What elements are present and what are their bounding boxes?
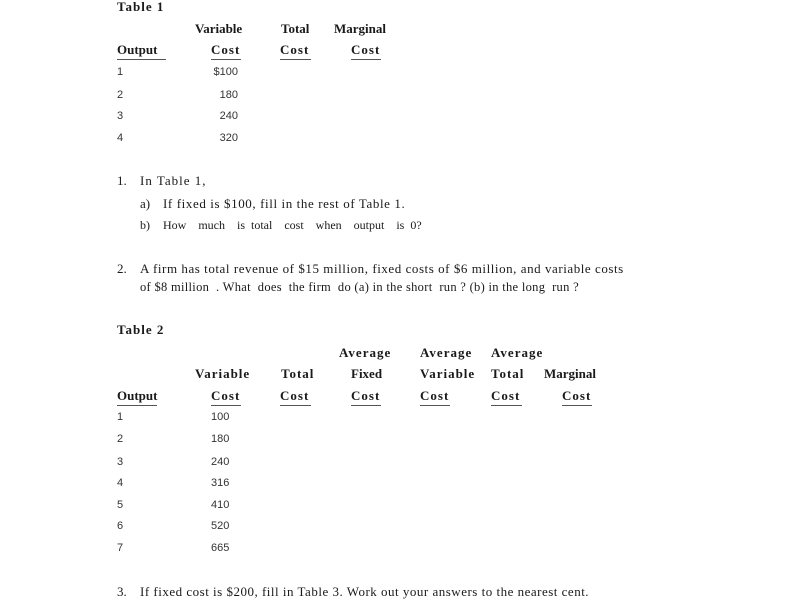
table2-header-average-variable: Average — [420, 345, 473, 360]
table2-header-average-fixed: Average — [339, 345, 392, 360]
table1-header-cost-marginal: Cost — [351, 42, 381, 60]
table2-header-cost-avg-variable: Cost — [420, 388, 450, 406]
table1-header-cost-total: Cost — [280, 42, 311, 60]
table1-header-output: Output — [117, 42, 166, 60]
table2-title: Table 2 — [117, 322, 165, 337]
table1-variable-cost-cell: 320 — [219, 132, 238, 144]
question1b-label: b) — [140, 218, 150, 232]
table1-header-variable: Variable — [195, 21, 243, 36]
table1-output-cell: 3 — [117, 110, 124, 122]
table1-variable-cost-cell: $100 — [213, 66, 238, 78]
table2-header-cost-variable: Cost — [211, 388, 241, 406]
table1-variable-cost-cell: 180 — [219, 89, 238, 101]
table2-output-cell: 1 — [117, 411, 124, 423]
question1b-text: How much is total cost when output is 0? — [163, 218, 422, 232]
question1a-text: If fixed is $100, fill in the rest of Table 1. — [163, 196, 406, 211]
table2-header-cost-avg-fixed: Cost — [351, 388, 381, 406]
table2-header-variable: Variable — [195, 366, 251, 381]
table2-variable-cost-cell: 100 — [211, 411, 230, 423]
table1-header-total: Total — [281, 21, 310, 36]
table1-title: Table 1 — [117, 0, 165, 14]
question2-line2: of $8 million . What does the firm do (a) in the short run ? (b) in the long run ? — [140, 280, 579, 294]
table2-output-cell: 4 — [117, 477, 124, 489]
table2-header-cost-marginal: Cost — [562, 388, 592, 406]
table2-output-cell: 6 — [117, 520, 124, 532]
table2-header-average-total: Average — [491, 345, 544, 360]
table1-variable-cost-cell: 240 — [219, 110, 238, 122]
table1-output-cell: 1 — [117, 66, 124, 78]
table2-output-cell: 5 — [117, 499, 124, 511]
table2-header-marginal: Marginal — [544, 366, 596, 381]
table2-variable-cost-cell: 665 — [211, 542, 230, 554]
table2-variable-cost-cell: 316 — [211, 477, 230, 489]
table2-output-cell: 3 — [117, 456, 124, 468]
table2-header-cost-total: Cost — [280, 388, 311, 406]
question1-text: In Table 1, — [140, 173, 207, 188]
table2-header-output: Output — [117, 388, 157, 406]
question2-number: 2. — [117, 261, 127, 276]
table2-variable-cost-cell: 520 — [211, 520, 230, 532]
table1-header-marginal: Marginal — [334, 21, 386, 36]
table1-output-cell: 4 — [117, 132, 124, 144]
table2-variable-cost-cell: 180 — [211, 433, 230, 445]
question3-text: If fixed cost is $200, fill in Table 3. Work out your answers to the nearest cent. — [140, 584, 590, 599]
question1-number: 1. — [117, 173, 127, 188]
table2-header-total: Total — [281, 366, 315, 381]
table2-header-cost-avg-total: Cost — [491, 388, 522, 406]
table2-header-total2: Total — [491, 366, 525, 381]
table2-output-cell: 2 — [117, 433, 124, 445]
question2-line1: A firm has total revenue of $15 million, fixed costs of $6 million, and variable costs — [140, 261, 624, 276]
table1-header-cost-variable: Cost — [211, 42, 241, 60]
table2-header-variable2: Variable — [420, 366, 476, 381]
question1a-label: a) — [140, 196, 151, 211]
table2-output-cell: 7 — [117, 542, 124, 554]
table2-variable-cost-cell: 240 — [211, 456, 230, 468]
table1-output-cell: 2 — [117, 89, 124, 101]
table2-variable-cost-cell: 410 — [211, 499, 230, 511]
question3-number: 3. — [117, 584, 127, 599]
table2-header-fixed: Fixed — [351, 366, 383, 381]
